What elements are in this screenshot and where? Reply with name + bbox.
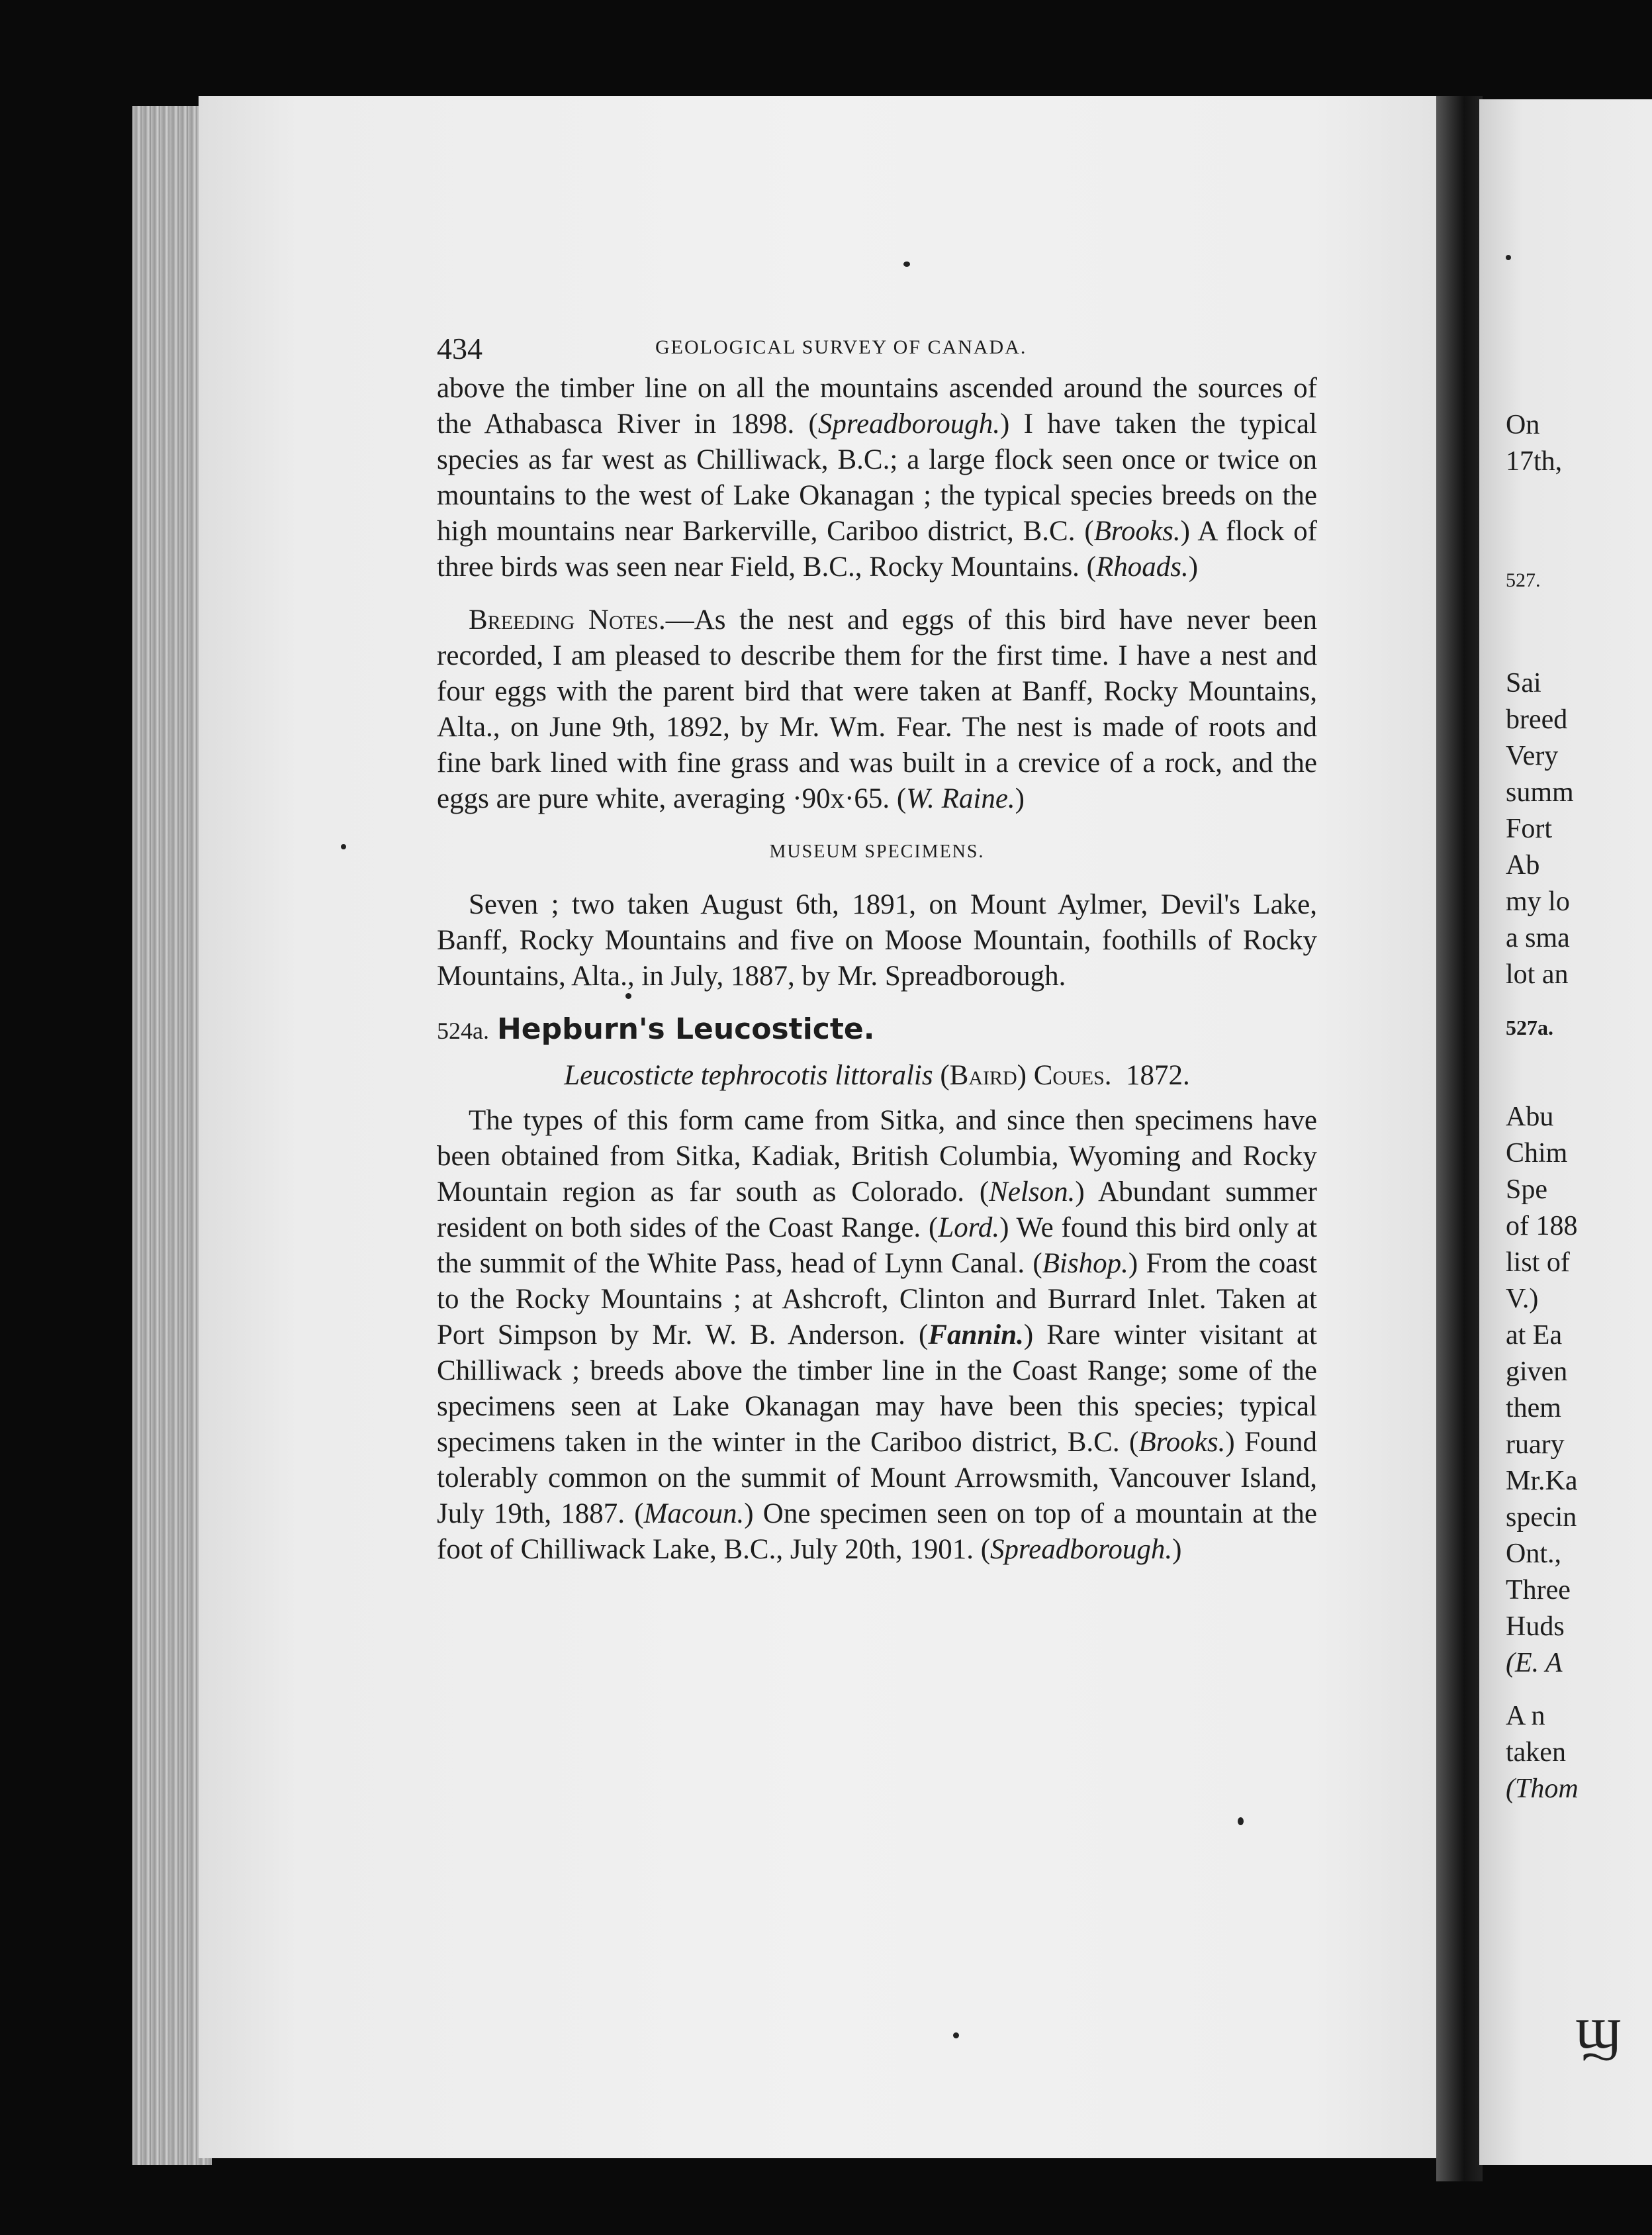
right-line: Very xyxy=(1506,741,1559,771)
author: Baird xyxy=(949,1060,1017,1091)
right-line: summ xyxy=(1506,777,1574,808)
citation: Bishop. xyxy=(1042,1248,1128,1279)
text: ) xyxy=(1188,551,1199,583)
right-line: A n xyxy=(1506,1701,1545,1731)
citation: Brooks. xyxy=(1138,1427,1226,1458)
speck xyxy=(1238,1817,1244,1825)
right-line: at Ea xyxy=(1506,1320,1563,1351)
scientific-name-line: Leucosticte tephrocotis littoralis (Baird) Coues. 1872. xyxy=(564,1060,1190,1091)
paragraph-1 xyxy=(437,371,1317,585)
right-line: Huds xyxy=(1506,1611,1565,1642)
citation: Fannin. xyxy=(928,1319,1024,1351)
right-line: 17th, xyxy=(1506,446,1563,477)
text: ) I have taken the typical species as far west as Chilliwack, B.C.; a large flock seen once or twice on mountains to the west of Lake Okanagan ; the typical species breeds on the high mountains near Barkerville, Cariboo district, B.C. ( xyxy=(437,408,1317,547)
right-line: Ont., xyxy=(1506,1539,1561,1569)
right-line: 527. xyxy=(1506,569,1541,591)
author: Coues. xyxy=(1033,1060,1112,1091)
running-head: GEOLOGICAL SURVEY OF CANADA. xyxy=(655,336,1027,358)
right-line: given xyxy=(1506,1356,1568,1387)
species-number: 524a. xyxy=(437,1018,489,1044)
right-line: lot an xyxy=(1506,959,1569,990)
speck xyxy=(903,262,910,267)
right-line: Abu xyxy=(1506,1102,1554,1132)
right-page xyxy=(1479,99,1652,2165)
citation: Lord. xyxy=(938,1212,1000,1243)
right-line: specin xyxy=(1506,1502,1577,1533)
citation: Spreadborough. xyxy=(990,1534,1173,1565)
right-line: taken xyxy=(1506,1737,1566,1768)
scientific-name: Leucosticte tephrocotis littoralis xyxy=(564,1060,933,1091)
citation: W. Raine. xyxy=(906,783,1015,814)
text: ) Abundant summer resident on both sides of the Coast Range. ( xyxy=(437,1176,1317,1243)
citation: Rhoads. xyxy=(1096,551,1189,583)
citation: Brooks. xyxy=(1093,516,1181,547)
right-line: On xyxy=(1506,410,1540,440)
right-line: them xyxy=(1506,1393,1561,1423)
text: ) Rare winter visitant at Chilliwack ; breeds above the timber line in the Coast Range; some of the specimens seen at Lake Okanagan may have been this species; typical specimens taken in the winter in the Cariboo district, B.C. ( xyxy=(437,1319,1317,1458)
text: The types of this form came from Sitka, and since then specimens have been obtained from Sitka, Kadiak, British Columbia, Wyoming and Rocky Mountain region as far south as Colorado. ( xyxy=(437,1105,1317,1208)
text: ) A flock of three birds was seen near Field, B.C., Rocky Mountains. ( xyxy=(437,516,1317,583)
year: 1872. xyxy=(1126,1060,1190,1091)
breeding-notes-label: Breeding Notes. xyxy=(469,604,666,636)
text: ) xyxy=(1172,1534,1182,1565)
right-line: a sma xyxy=(1506,923,1570,953)
right-line: Three xyxy=(1506,1575,1571,1605)
speck xyxy=(341,844,346,849)
species-name: Hepburn's Leucosticte. xyxy=(496,1012,875,1046)
text: ) xyxy=(1015,783,1025,814)
right-line: my lo xyxy=(1506,886,1570,917)
text: ) Found tolerably common on the summit of Mount Arrowsmith, Vancouver Island, July 19th, 1887. ( xyxy=(437,1427,1318,1529)
book-gutter xyxy=(1436,96,1483,2181)
right-line: breed xyxy=(1506,704,1568,735)
citation: Spreadborough. xyxy=(817,408,1000,440)
speck xyxy=(1506,255,1511,260)
paragraph-museum: Seven ; two taken August 6th, 1891, on Mount Aylmer, Devil's Lake, Banff, Rocky Mountains and five on Moose Mountain, foothills of Rocky Mountains, Alta., in July, 1887, by Mr. Spreadborough. xyxy=(437,889,1317,992)
paragraph-breeding-notes xyxy=(437,602,1317,817)
right-line: Fort xyxy=(1506,814,1553,844)
right-line: V.) xyxy=(1506,1284,1539,1314)
paragraph-distribution xyxy=(437,1103,1317,1568)
text: above the timber line on all the mountains ascended around the sources of the Athabasca River in 1898. ( xyxy=(437,373,1317,440)
right-line: of 188 xyxy=(1506,1211,1578,1241)
right-line: (Thom xyxy=(1506,1774,1579,1804)
text: ) One specimen seen on top of a mountain at the foot of Chilliwack Lake, B.C., July 20th, 1901. ( xyxy=(437,1498,1317,1565)
right-line: Mr.Ka xyxy=(1506,1466,1578,1496)
museum-specimens-heading: MUSEUM SPECIMENS. xyxy=(769,841,985,862)
right-line: Ab xyxy=(1506,850,1540,880)
text: —As the nest and eggs of this bird have never been recorded, I am pleased to describe them for the first time. I have a nest and four eggs with the parent bird that were taken at Banff, Rocky Mountains, Alta., on June 9th, 1892, by Mr. Wm. Fear. The nest is made of roots and fine bark lined with fine grass and was built in a crevice of a rock, and the eggs are pure white, averaging ·90x·65. ( xyxy=(437,604,1317,814)
species-heading xyxy=(437,1012,1317,1049)
right-line: Sai xyxy=(1506,668,1541,698)
body-text xyxy=(437,371,1317,1568)
text: ) From the coast to the Rocky Mountains ; at Ashcroft, Clinton and Burrard Inlet. Taken at Port Simpson by Mr. W. B. Anderson. ( xyxy=(437,1248,1317,1351)
right-line: list of xyxy=(1506,1247,1570,1278)
right-line: (E. A xyxy=(1506,1648,1563,1678)
speck xyxy=(625,993,631,999)
handwritten-mark: ϣ xyxy=(1575,1993,1622,2062)
speck xyxy=(953,2032,959,2038)
text: ) We found this bird only at the summit of the White Pass, head of Lynn Canal. ( xyxy=(437,1212,1317,1279)
page-number: 434 xyxy=(437,332,482,365)
right-line: ruary xyxy=(1506,1429,1565,1460)
citation: Macoun. xyxy=(643,1498,745,1529)
citation: Nelson. xyxy=(989,1176,1076,1208)
right-line: Chim xyxy=(1506,1138,1568,1168)
right-line: Spe xyxy=(1506,1174,1547,1205)
right-line: 527a. xyxy=(1506,1016,1553,1039)
